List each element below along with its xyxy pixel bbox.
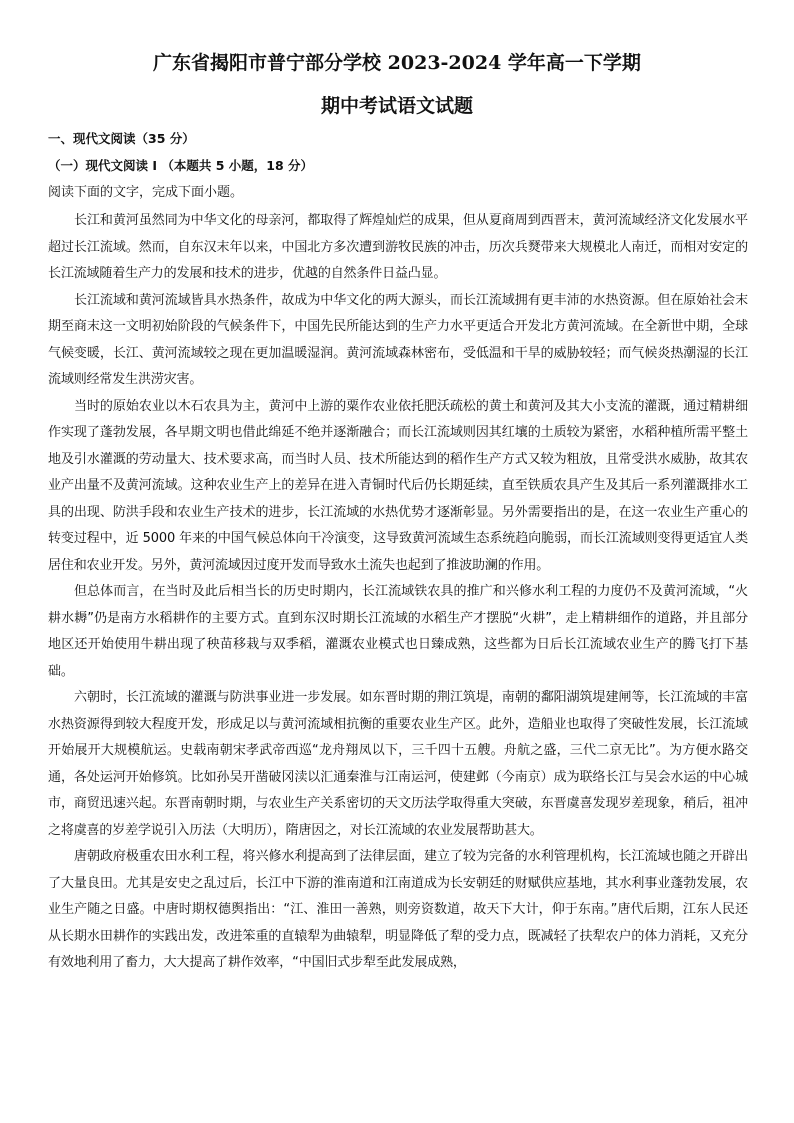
passage-paragraph-1: 长江和黄河虽然同为中华文化的母亲河，都取得了辉煌灿烂的成果，但从夏商周到西晋末，黄河流域经济文化发展水平超过长江流域。然而，自东汉末年以来，中国北方多次遭到游牧民族的冲击，历次兵燹带来大规模北人南迁，而相对安定的长江流域随着生产力的发展和技术的进步，优越的自然条件日益凸显。 <box>48 213 748 281</box>
document-title-line2: 期中考试语文试题 <box>320 95 473 117</box>
document-title-line1: 广东省揭阳市普宁部分学校 2023-2024 学年高一下学期 <box>153 52 641 74</box>
reading-instruction: 阅读下面的文字，完成下面小题。 <box>48 185 244 200</box>
passage-paragraph-2: 长江流域和黄河流域皆具水热条件，故成为中华文化的两大源头，而长江流域拥有更丰沛的水热资源。但在原始社会末期至商末这一文明初始阶段的气候条件下，中国先民所能达到的生产力水平更适合开发北方黄河流域。在全新世中期，全球气候变暖，长江、黄河流域较之现在更加温暖湿润。黄河流域森林密布，受低温和干旱的威胁较轻；而气候炎热潮湿的长江流域则经常发生洪涝灾害。 <box>48 292 748 387</box>
subsection-heading: （一）现代文阅读 I （本题共 5 小题，18 分） <box>48 158 314 173</box>
passage-paragraph-4: 但总体而言，在当时及此后相当长的历史时期内，长江流域铁农具的推广和兴修水利工程的力度仍不及黄河流域，“火耕水耨”仍是南方水稻耕作的主要方式。直到东汉时期长江流域的水稻生产才摆脱“火耕”，走上精耕细作的道路，并且部分地区还开始使用牛耕出现了秧苗移栽与双季稻，灌溉农业模式也日臻成熟，这些都为日后长江流域农业生产的腾飞打下基础。 <box>48 584 748 679</box>
reading-passage <box>48 208 748 977</box>
passage-paragraph-5: 六朝时，长江流域的灌溉与防洪事业进一步发展。如东晋时期的荆江筑堤，南朝的鄱阳湖筑堤建闸等，长江流域的丰富水热资源得到较大程度开发，形成足以与黄河流域相抗衡的重要农业生产区。此外，造船业也取得了突破性发展，长江流域开始展开大规模航运。史载南朝宋孝武帝西巡“龙舟翔凤以下，三千四十五艘。舟航之盛，三代二京无比”。为方便水路交通，各处运河开始修筑。比如孙吴开凿破冈渎以汇通秦淮与江南运河，使建邺（今南京）成为联络长江与吴会水运的中心城市，商贸迅速兴起。东晋南朝时期，与农业生产关系密切的天文历法学取得重大突破，东晋虞喜发现岁差现象，稍后，祖冲之将虞喜的岁差学说引入历法（大明历），隋唐因之，对长江流域的农业发展帮助甚大。 <box>48 690 748 838</box>
section-heading: 一、现代文阅读（35 分） <box>48 131 195 146</box>
passage-paragraph-3: 当时的原始农业以木石农具为主，黄河中上游的粟作农业依托肥沃疏松的黄土和黄河及其大小支流的灌溉，通过精耕细作实现了蓬勃发展，各早期文明也借此绵延不绝并逐渐融合；而长江流域则因其红壤的土质较为紧密，水稻种植所需平整土地及引水灌溉的劳动量大、技术要求高，而当时人员、技术所能达到的稻作生产方式又较为粗放，且常受洪水威胁，故其农业产出量不及黄河流域。这种农业生产上的差异在进入青铜时代后仍长期延续，直至铁质农具产生及其后一系列灌溉排水工具的出现、防洪手段和农业生产技术的进步，长江流域的水热优势才逐渐彰显。另外需要指出的是，在这一农业生产重心的转变过程中，近 5000 年来的中国气候总体向干冷演变，这导致黄河流域生态系统趋向脆弱，而长江流域则变得更适宜人类居住和农业开发。另外，黄河流域因过度开发而导致水土流失也起到了推波助澜的作用。 <box>48 398 748 573</box>
passage-paragraph-6: 唐朝政府极重农田水利工程，将兴修水利提高到了法律层面，建立了较为完备的水利管理机构，长江流域也随之开辟出了大量良田。尤其是安史之乱过后，长江中下游的淮南道和江南道成为长安朝廷的财赋供应基地，其水利事业蓬勃发展，农业生产随之日盛。中唐时期权德舆指出：“江、淮田一善熟，则旁资数道，故天下大计，仰于东南。”唐代后期，江东人民还从长期水田耕作的实践出发，改进笨重的直辕犁为曲辕犁，明显降低了犁的受力点，既减轻了扶犁农户的体力消耗，又充分有效地利用了畜力，大大提高了耕作效率，“中国旧式步犁至此发展成熟， <box>48 849 748 970</box>
